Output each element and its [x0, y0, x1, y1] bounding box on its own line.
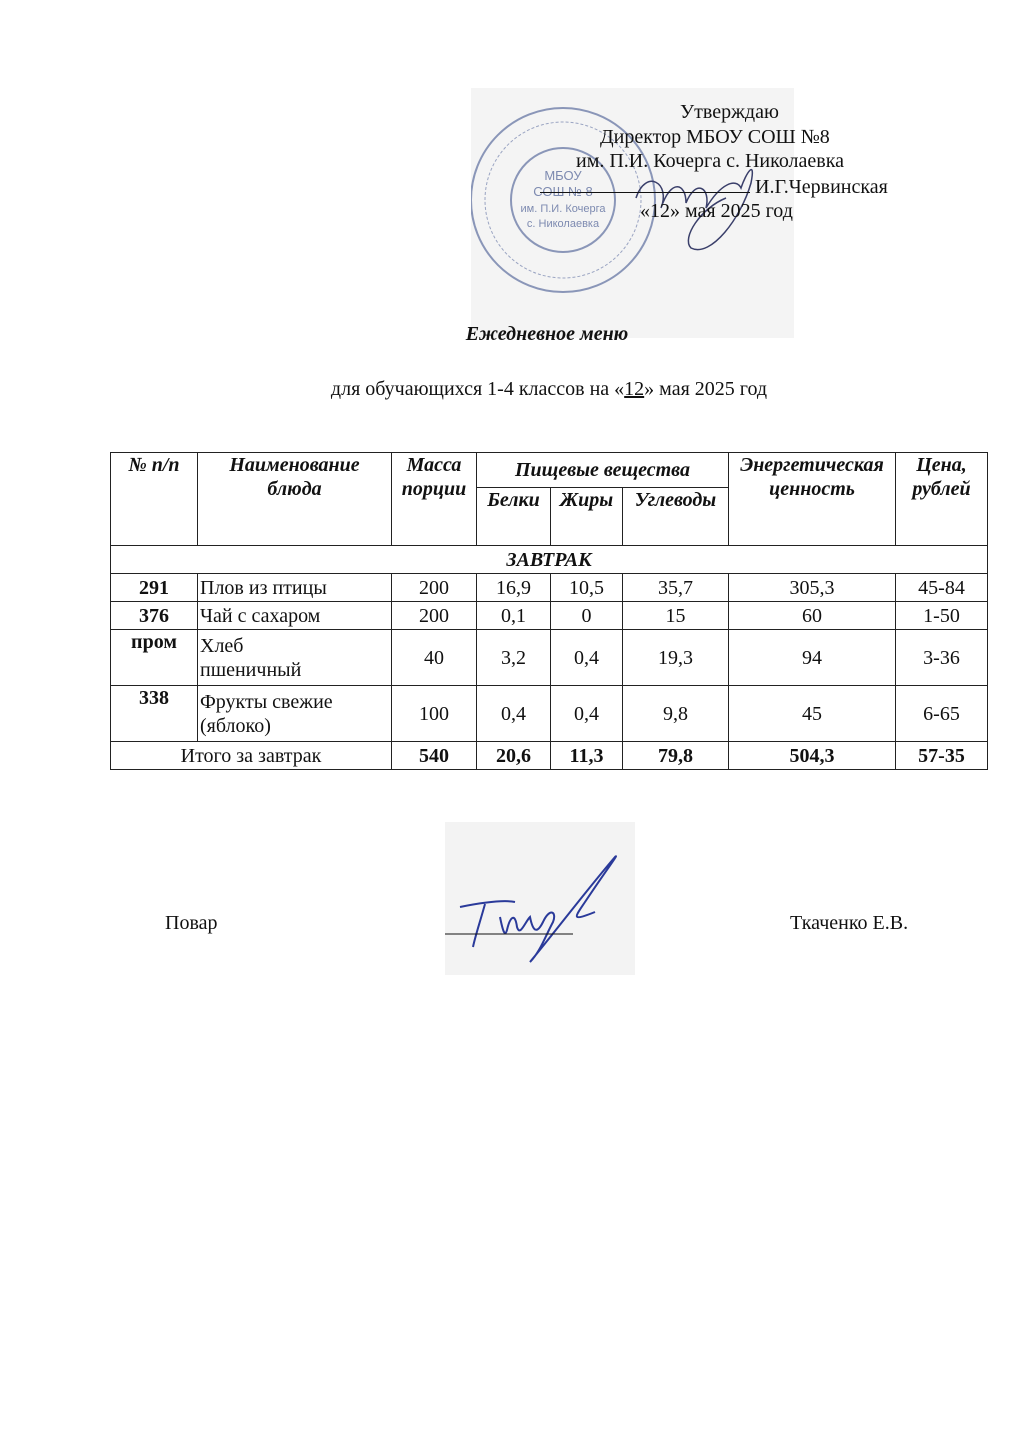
cell-mass: 100 [392, 686, 477, 742]
cell-num: 338 [111, 686, 198, 742]
page-title: Ежедневное меню [465, 323, 629, 345]
header-price: Цена, рублей [896, 453, 988, 546]
total-proteins: 20,6 [477, 742, 551, 770]
cook-signature-image [445, 822, 635, 975]
total-price: 57-35 [896, 742, 988, 770]
cell-name: Чай с сахаром [198, 602, 392, 630]
cell-num: 291 [111, 574, 198, 602]
cell-energy: 45 [729, 686, 896, 742]
cell-num: пром [111, 630, 198, 686]
cell-name [198, 630, 392, 686]
footer-role: Повар [165, 912, 218, 934]
subtitle-day: 12 [624, 378, 645, 400]
page-subtitle [0, 377, 1024, 402]
stamp-text: МБОУ [544, 168, 582, 183]
cell-name-text: Хлеб пшеничный [200, 634, 302, 681]
total-energy: 504,3 [729, 742, 896, 770]
approval-block [540, 100, 940, 224]
header-energy: Энергетическая ценность [729, 453, 896, 546]
approval-date: «12» мая 2025 год [640, 200, 793, 222]
total-row [111, 742, 988, 770]
table-row [111, 686, 988, 742]
cell-mass: 40 [392, 630, 477, 686]
stamp-text: им. П.И. Кочерга [520, 203, 606, 215]
cell-proteins: 0,4 [477, 686, 551, 742]
cell-fats: 0 [551, 602, 623, 630]
subtitle-suffix: » мая 2025 год [644, 378, 768, 400]
cell-carbs: 19,3 [623, 630, 729, 686]
header-fats: Жиры [551, 488, 623, 546]
cell-proteins: 3,2 [477, 630, 551, 686]
cell-price: 45-84 [896, 574, 988, 602]
menu-table [110, 452, 988, 770]
total-label: Итого за завтрак [111, 742, 392, 770]
cell-name-text: Фрукты свежие (яблоко) [200, 690, 333, 737]
cell-carbs: 9,8 [623, 686, 729, 742]
cell-fats: 0,4 [551, 630, 623, 686]
header-proteins: Белки [477, 488, 551, 546]
approval-signer: И.Г.Червинская [755, 175, 888, 198]
header-nutrients: Пищевые вещества [477, 453, 729, 488]
cell-fats: 10,5 [551, 574, 623, 602]
cell-energy: 94 [729, 630, 896, 686]
cell-price: 6-65 [896, 686, 988, 742]
cell-price: 1-50 [896, 602, 988, 630]
total-mass: 540 [392, 742, 477, 770]
subtitle-prefix: для обучающихся 1-4 классов на « [330, 378, 625, 400]
total-fats: 11,3 [551, 742, 623, 770]
cell-name [198, 686, 392, 742]
cell-proteins: 16,9 [477, 574, 551, 602]
total-carbs: 79,8 [623, 742, 729, 770]
signature-line [540, 174, 750, 193]
cell-price: 3-36 [896, 630, 988, 686]
table-row [111, 602, 988, 630]
header-num: № п/п [111, 453, 198, 546]
header-mass: Масса порции [392, 453, 477, 546]
cell-carbs: 35,7 [623, 574, 729, 602]
cell-carbs: 15 [623, 602, 729, 630]
stamp-text: с. Николаевка [526, 218, 600, 230]
cell-energy: 60 [729, 602, 896, 630]
section-breakfast: ЗАВТРАК [111, 546, 988, 574]
stamp-text: СОШ № 8 [533, 184, 593, 199]
approval-heading: Утверждаю [680, 101, 779, 123]
cell-mass: 200 [392, 574, 477, 602]
cell-energy: 305,3 [729, 574, 896, 602]
table-row [111, 630, 988, 686]
approval-school: им. П.И. Кочерга с. Николаевка [576, 150, 845, 172]
table-row [111, 574, 988, 602]
cook-signature-icon [445, 822, 635, 975]
cell-mass: 200 [392, 602, 477, 630]
header-carbs: Углеводы [623, 488, 729, 546]
footer-name: Ткаченко Е.В. [790, 912, 909, 934]
cell-fats: 0,4 [551, 686, 623, 742]
cell-name: Плов из птицы [198, 574, 392, 602]
cell-num: 376 [111, 602, 198, 630]
cell-proteins: 0,1 [477, 602, 551, 630]
header-name: Наименование блюда [198, 453, 392, 546]
approval-position: Директор МБОУ СОШ №8 [600, 125, 830, 148]
